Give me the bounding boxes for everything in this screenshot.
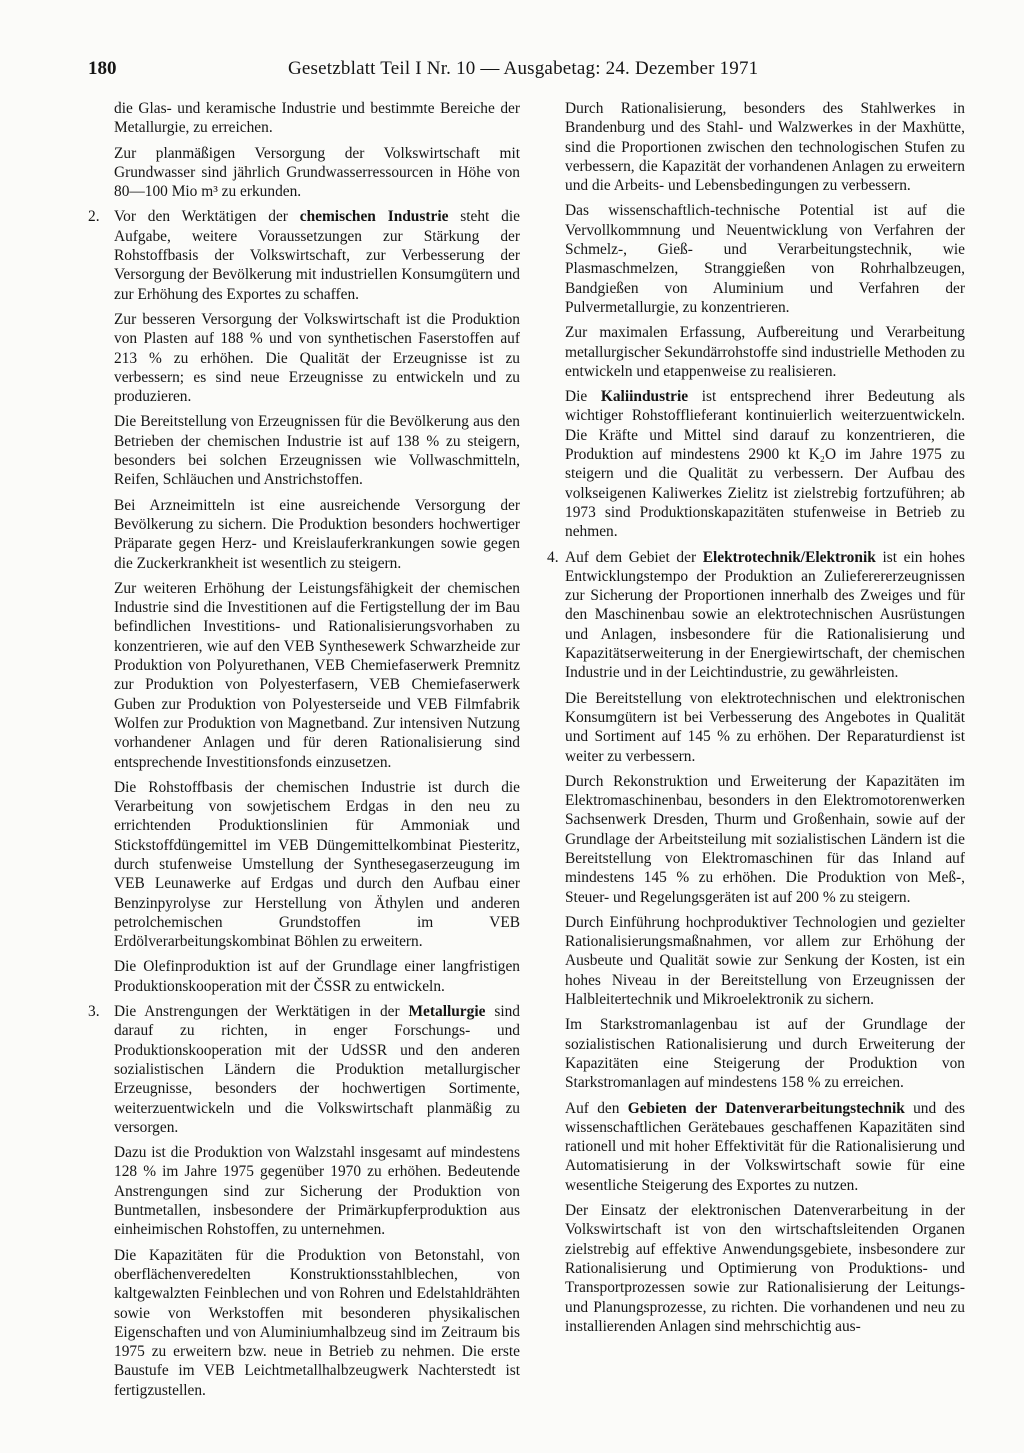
paragraph-text: Die [565, 388, 601, 406]
item-text: Die Anstrengungen der Werktätigen in der [114, 1003, 409, 1021]
paragraph: Die Bereitstellung von Erzeugnissen für die Bevölkerung aus den Betrieben der chemischen Industrie ist auf 138 % zu steigern, besonders bei solchen Erzeugnissen wie Vollwaschmitteln, Reifen, Schläuchen und Anstrichstoffen. [114, 413, 520, 489]
page-number: 180 [88, 58, 117, 79]
item-keyword: chemischen Industrie [299, 208, 449, 226]
numbered-item-4 [547, 548, 966, 683]
numbered-item-3 [88, 1002, 520, 1137]
paragraph: Die Rohstoffbasis der chemischen Industrie ist durch die Verarbeitung von sowjetischem Erdgas in den neu zu errichtenden Produktionslinien für Ammoniak und Stickstoffdüngemittel im VEB Düngemittelkombinat Piesteritz, durch stufenweise Umstellung der Synthesegaserzeugung im VEB Leunawerke auf Erdgas und durch den Aufbau einer Benzinpyrolyse zur Herstellung von Äthylen und anderen petrolchemischen Grundstoffen im VEB Erdölverarbeitungskombinat Böhlen zu erweitern. [114, 778, 520, 951]
paragraph-keyword: Gebieten der Datenverarbeitungstechnik [627, 1099, 905, 1117]
paragraph: Durch Einführung hochproduktiver Technologien und gezielter Rationalisierungsmaßnahmen, vor allem zur Erhöhung der Ausbeute und Qualität sowie zur Senkung der Kosten, ist ein hohes Niveau in der Bereitstellung von Erzeugnissen der Halbleitertechnik und Mikroelektronik zu sichern. [565, 913, 965, 1009]
paragraph: Zur maximalen Erfassung, Aufbereitung und Verarbeitung metallurgischer Sekundärrohstoffe sind industrielle Methoden zu entwickeln und etappenweise zu realisieren. [565, 324, 965, 380]
paragraph: Dazu ist die Produktion von Walzstahl insgesamt auf mindestens 128 % im Jahre 1975 gegenüber 1970 zu erhöhen. Bedeutende Anstrengungen sind zur Sicherung der Produktion von Buntmetallen, insbesondere der Primärkupferproduktion aus einheimischen Rohstoffen, zu unternehmen. [114, 1144, 520, 1239]
item-text: sind darauf zu richten, in enger Forschungs- und Produktionskooperation mit der UdSSR und den anderen sozialistischen Ländern die Produktion metallurgischer Erzeugnisse, besonders der hochwertigen Sortimente, weiterzuentwickeln und die Volkswirtschaft planmäßig zu versorgen. [114, 1003, 520, 1136]
paragraph: Die Kapazitäten für die Produktion von Betonstahl, von oberflächenveredelten Konstruktionsstahlblechen, von kaltgewalzten Feinblechen und von Rohren und Edelstahldrähten sowie von Werkstoffen mit besonderen physikalischen Eigenschaften und von Aluminiumhalbzeug sind im Zeitraum bis 1975 zu erweitern bzw. neue in Betrieb zu nehmen. Die erste Baustufe im VEB Leichtmetallhalbzeugwerk Nachterstedt ist fertigzustellen. [114, 1246, 520, 1399]
paragraph-keyword: Kaliindustrie [600, 388, 689, 406]
paragraph: Im Starkstromanlagenbau ist auf der Grundlage der sozialistischen Rationalisierung und durch Erweiterung der Kapazitäten eine Steigerung der Produktion von Starkstromanlagen auf mindestens 158 % zu erreichen. [565, 1016, 965, 1092]
paragraph: Durch Rationalisierung, besonders des Stahlwerkes in Brandenburg und des Stahl- und Walzwerkes in der Maxhütte, sind die Proportionen zwischen den technologischen Stufen zu verbessern, die Kapazität der vorhandenen Anlagen zu erweitern und die Arbeits- und Lebensbedingungen zu verbessern. [565, 100, 965, 195]
paragraph-text: und des wissenschaftlichen Gerätebaues geschaffenen Kapazitäten sind rationell und mit hoher Effektivität für die Rationalisierung und Automatisierung in der Volkswirtschaft sowie für eine wesentliche Steigerung des Exportes zu nutzen. [565, 1099, 965, 1194]
paragraph: Bei Arzneimitteln ist eine ausreichende Versorgung der Bevölkerung zu sichern. Die Produktion besonders hochwertiger Präparate gegen Herz- und Kreislauferkrankungen sowie gegen die Zuckerkrankheit ist wesentlich zu steigern. [114, 496, 520, 572]
paragraph: Zur besseren Versorgung der Volkswirtschaft ist die Produktion von Plasten auf 188 % und von synthetischen Faserstoffen auf 213 % zu erhöhen. Die Qualität der Erzeugnisse ist zu verbessern; es sind neue Erzeugnisse zu entwickeln und zu produzieren. [114, 310, 520, 406]
paragraph: die Glas- und keramische Industrie und bestimmte Bereiche der Metallurgie, zu erreichen. [114, 100, 520, 137]
numbered-item-2 [88, 207, 520, 303]
paragraph: Das wissenschaftlich-technische Potential ist auf die Vervollkommnung und Neuentwicklung von Verfahren der Schmelz-, Gieß- und Verarbeitungstechnik, wie Plasmaschmelzen, Stranggießen von Rohrhalbzeugen, Bandgießen von Aluminium und Verfahren der Pulvermetallurgie, zu konzentrieren. [565, 202, 965, 316]
paragraph: Der Einsatz der elektronischen Datenverarbeitung in der Volkswirtschaft ist von den wirtschaftsleitenden Organen zielstrebig auf effektive Anwendungsgebiete, insbesondere zur Rationalisierung und Optimierung von Produktions- und Transportprozessen sowie zur Rationalisierung der Leitungs- und Planungsprozesse, zu richten. Die vorhandenen und neu zu installierenden Anlagen sind mehrschichtig aus- [565, 1202, 965, 1335]
paragraph: Zur planmäßigen Versorgung der Volkswirtschaft mit Grundwasser sind jährlich Grundwasserressourcen in Höhe von 80—100 Mio m³ zu erkunden. [114, 144, 520, 201]
item-number: 2. [88, 208, 100, 226]
page-header [88, 58, 968, 88]
paragraph: Zur weiteren Erhöhung der Leistungsfähigkeit der chemischen Industrie sind die Investitionen auf die Fertigstellung der im Bau befindlichen Investitions- und Rationalisierungsvorhaben zu konzentrieren, wie auf den VEB Synthesewerk Schwarzheide zur Produktion von Polyurethanen, VEB Chemiefaserwerk Premnitz zur Produktion von Polyesterfasern, VEB Chemiefaserwerk Guben zur Produktion von Polyesterseide und VEB Filmfabrik Wolfen zur Produktion von Magnetband. Zur intensiven Nutzung vorhandener Anlagen und für deren Rationalisierung sind entsprechende Investitionsfonds einzusetzen. [114, 579, 520, 771]
item-text: ist ein hohes Entwicklungstempo der Produktion an Zulieferererzeugnissen zur Sicherung der Proportionen innerhalb des Zweiges und für den Maschinenbau sowie an elektrotechnischen Ausrüstungen und Anlagen, insbesondere für die Rationalisierung und Kapazitätserweiterung in der Energiewirtschaft, der chemischen Industrie und in der Leichtindustrie, zu gewährleisten. [565, 548, 966, 682]
paragraph: Durch Rekonstruktion und Erweiterung der Kapazitäten im Elektromaschinenbau, besonders in den Elektromotorenwerken Sachsenwerk Dresden, Thurm und Großenhain, sowie auf der Grundlage der Arbeitsteilung mit sozialistischen Ländern ist die Bereitstellung von Elektromaschinen für das Inland auf mindestens 145 % zu erhöhen. Die Produktion von Meß-, Steuer- und Regelungsgeräten ist auf 200 % zu steigern. [565, 772, 965, 906]
paragraph [565, 1099, 965, 1195]
paragraph-text: ist entsprechend ihrer Bedeutung als wichtiger Rohstofflieferant kontinuierlich weiterzuentwickeln. Die Kräfte und Mittel sind darauf zu konzentrieren, die Produktion auf mindestens 2900 kt K₂O im Jahre 1975 zu steigern und die Qualität zu verbessern. Der Aufbau des volkseigenen Kaliwerkes Zielitz ist zielstrebig fortzuführen; ab 1973 sind Produktionskapazitäten stufenweise in Betrieb zu nehmen. [565, 388, 965, 541]
item-number: 4. [547, 548, 559, 566]
item-keyword: Elektrotechnik/Elektronik [702, 548, 876, 566]
item-text: Auf dem Gebiet der [565, 548, 703, 566]
item-text: Vor den Werktätigen der [114, 208, 300, 226]
item-keyword: Metallurgie [408, 1003, 486, 1021]
item-text: steht die Aufgabe, weitere Voraussetzungen zur Stärkung der Rohstoffbasis der Volkswirtschaft, zur Verbesserung der Versorgung der Bevölkerung mit industriellen Konsumgütern und zur Erhöhung des Exportes zu schaffen. [114, 208, 520, 303]
paragraph [565, 387, 965, 541]
item-number: 3. [88, 1003, 100, 1021]
paragraph-text: Auf den [565, 1099, 628, 1117]
paragraph: Die Olefinproduktion ist auf der Grundlage einer langfristigen Produktionskooperation mit der ČSSR zu entwickeln. [114, 958, 520, 995]
paragraph: Die Bereitstellung von elektrotechnischen und elektronischen Konsumgütern ist bei Verbesserung des Angebotes in Qualität und Sortiment auf 145 % zu erhöhen. Der Reparaturdienst ist weiter zu verbessern. [565, 689, 965, 765]
left-column [88, 99, 520, 1406]
right-column [547, 99, 966, 1342]
publication-title: Gesetzblatt Teil I Nr. 10 — Ausgabetag: 24. Dezember 1971 [288, 58, 759, 79]
